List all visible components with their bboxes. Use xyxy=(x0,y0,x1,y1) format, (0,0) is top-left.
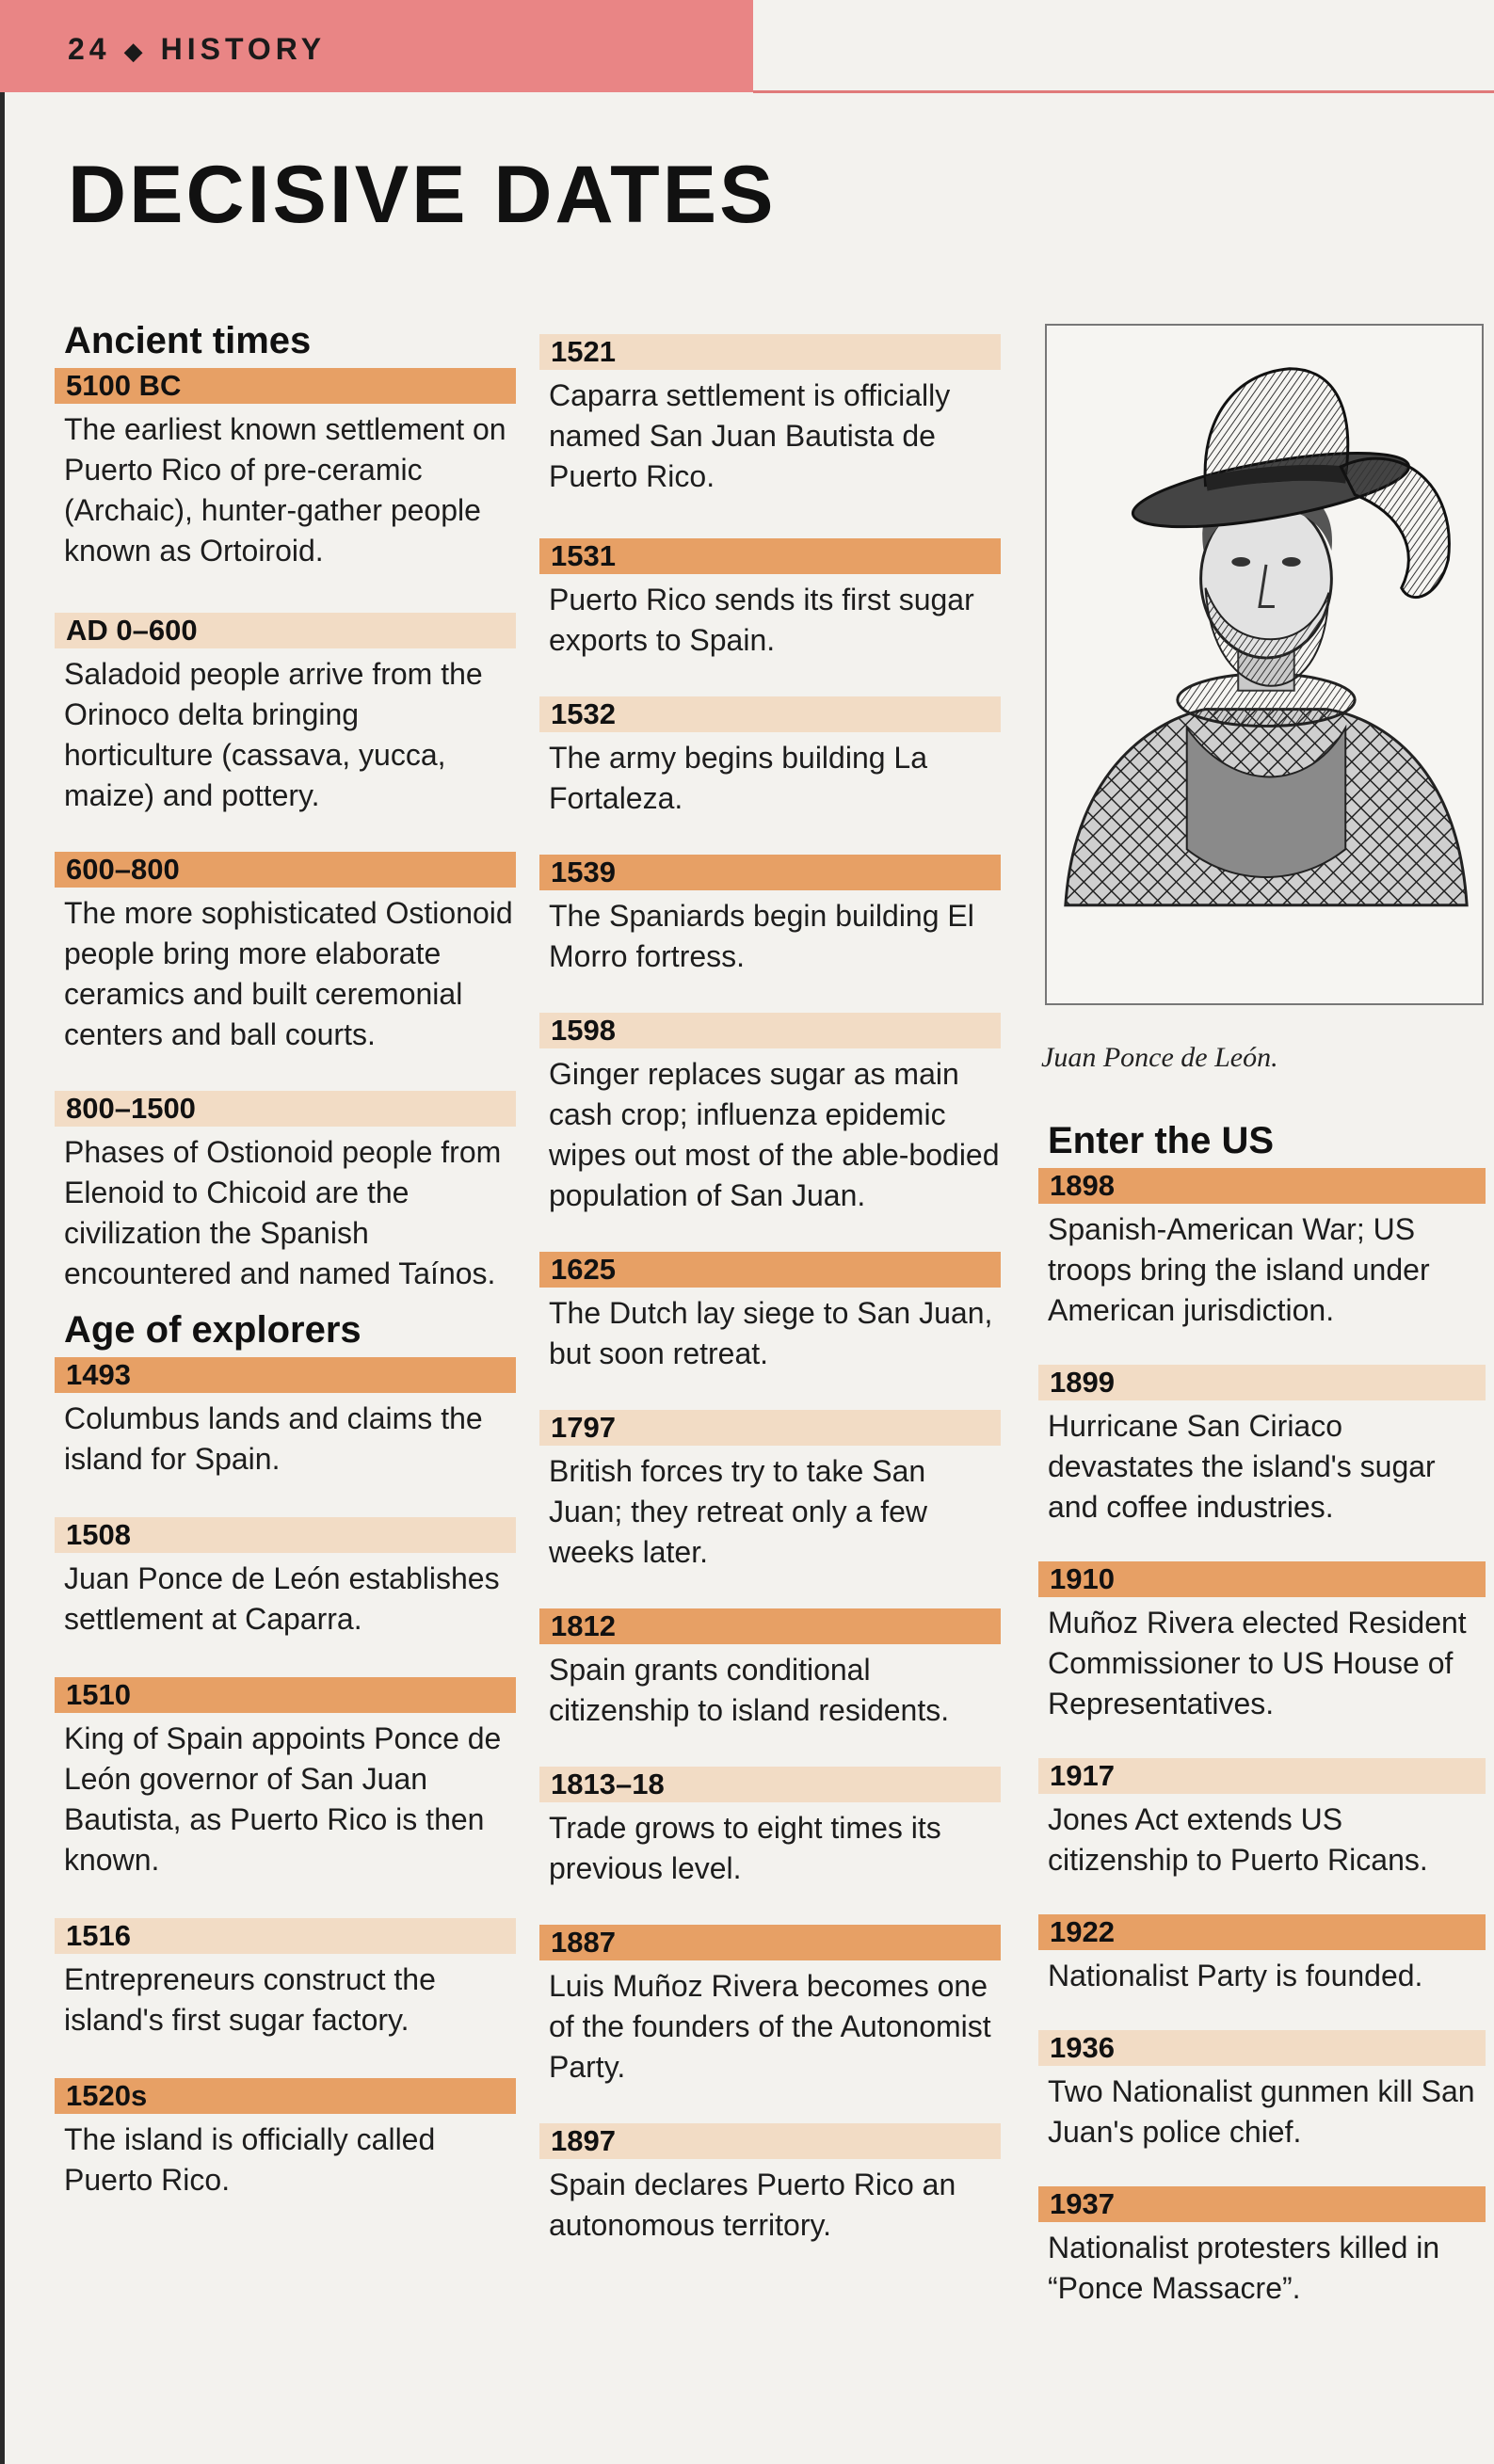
entry-text: Spanish-American War; US troops bring the island under American jurisdiction. xyxy=(1048,1212,1430,1327)
entry-text: Two Nationalist gunmen kill San Juan's police chief. xyxy=(1048,2074,1475,2149)
entry-text: Caparra settlement is officially named San Juan Bautista de Puerto Rico. xyxy=(549,378,951,493)
entry-text: Spain grants conditional citizenship to island residents. xyxy=(549,1653,950,1727)
date-label: 1516 xyxy=(55,1918,516,1954)
entry-text: Luis Muñoz Rivera becomes one of the founders of the Autonomist Party. xyxy=(549,1969,991,2084)
timeline-entry xyxy=(539,1410,1001,1573)
portrait-caption: Juan Ponce de León. xyxy=(1041,1042,1278,1073)
date-label: 1812 xyxy=(539,1608,1001,1644)
entry-text: Ginger replaces sugar as main cash crop; influenza epidemic wipes out most of the able-bodied population of San Juan. xyxy=(549,1057,1000,1212)
timeline-entry xyxy=(1038,1365,1486,1528)
date-label: 1539 xyxy=(539,855,1001,890)
date-label: 1898 xyxy=(1038,1168,1486,1204)
entry-text: Spain declares Puerto Rico an autonomous territory. xyxy=(549,2168,956,2242)
section-heading-explorers: Age of explorers xyxy=(64,1309,361,1351)
date-label: AD 0–600 xyxy=(55,613,516,648)
date-label: 1813–18 xyxy=(539,1767,1001,1802)
running-head xyxy=(68,32,326,67)
timeline-entry xyxy=(1038,1168,1486,1331)
timeline-entry xyxy=(539,855,1001,977)
date-label: 600–800 xyxy=(55,852,516,888)
timeline-entry xyxy=(1038,1758,1486,1880)
date-label: 1508 xyxy=(55,1517,516,1553)
page-title: DECISIVE DATES xyxy=(68,150,777,240)
page-edge xyxy=(0,0,5,2464)
entry-text: The earliest known settlement on Puerto Rico of pre-ceramic (Archaic), hunter-gather people known as Ortoiroid. xyxy=(64,412,506,568)
date-label: 1797 xyxy=(539,1410,1001,1446)
entry-text: Entrepreneurs construct the island's first sugar factory. xyxy=(64,1962,436,2037)
timeline-entry xyxy=(1038,1914,1486,1996)
date-label: 1922 xyxy=(1038,1914,1486,1950)
timeline-entry xyxy=(539,538,1001,661)
diamond-separator: ◆ xyxy=(123,37,148,65)
timeline-entry xyxy=(1038,2186,1486,2309)
date-label: 1510 xyxy=(55,1677,516,1713)
timeline-entry xyxy=(539,1925,1001,2088)
timeline-entry xyxy=(55,1918,516,2040)
timeline-entry xyxy=(1038,1561,1486,1724)
entry-text: The army begins building La Fortaleza. xyxy=(549,741,928,815)
section-heading-enter-us: Enter the US xyxy=(1048,1120,1275,1161)
entry-text: Hurricane San Ciriaco devastates the island's sugar and coffee industries. xyxy=(1048,1409,1436,1524)
entry-text: Muñoz Rivera elected Resident Commissioner to US House of Representatives. xyxy=(1048,1606,1467,1720)
entry-text: Phases of Ostionoid people from Elenoid to Chicoid are the civilization the Spanish encountered and named Taínos. xyxy=(64,1135,502,1290)
section-heading-ancient: Ancient times xyxy=(64,320,312,361)
entry-text: The Dutch lay siege to San Juan, but soon retreat. xyxy=(549,1296,993,1370)
date-label: 1917 xyxy=(1038,1758,1486,1794)
date-label: 1521 xyxy=(539,334,1001,370)
timeline-entry xyxy=(539,696,1001,819)
date-label: 1531 xyxy=(539,538,1001,574)
entry-text: King of Spain appoints Ponce de León governor of San Juan Bautista, as Puerto Rico is then known. xyxy=(64,1721,502,1877)
entry-text: Jones Act extends US citizenship to Puerto Ricans. xyxy=(1048,1802,1428,1877)
date-label: 1910 xyxy=(1038,1561,1486,1597)
date-label: 1936 xyxy=(1038,2030,1486,2066)
timeline-entry xyxy=(55,1677,516,1880)
entry-text: Columbus lands and claims the island for Spain. xyxy=(64,1401,483,1476)
page-number: 24 xyxy=(68,32,111,66)
timeline-entry xyxy=(539,1608,1001,1731)
entry-text: Juan Ponce de León establishes settlement at Caparra. xyxy=(64,1561,500,1636)
header-rule xyxy=(753,90,1494,93)
entry-text: The more sophisticated Ostionoid people bring more elaborate ceramics and built ceremonial centers and ball courts. xyxy=(64,896,513,1051)
entry-text: Nationalist Party is founded. xyxy=(1048,1959,1423,1992)
timeline-entry xyxy=(539,1767,1001,1889)
timeline-entry xyxy=(539,334,1001,497)
date-label: 5100 BC xyxy=(55,368,516,404)
timeline-entry xyxy=(55,1357,516,1480)
timeline-entry xyxy=(55,613,516,816)
section-name: HISTORY xyxy=(160,32,327,66)
column-3 xyxy=(1038,1120,1486,2350)
date-label: 1532 xyxy=(539,696,1001,732)
date-label: 1937 xyxy=(1038,2186,1486,2222)
entry-text: Trade grows to eight times its previous level. xyxy=(549,1811,941,1885)
timeline-entry xyxy=(55,1517,516,1640)
entry-text: The Spaniards begin building El Morro fortress. xyxy=(549,899,974,973)
portrait-image xyxy=(1045,324,1484,1005)
entry-text: British forces try to take San Juan; they retreat only a few weeks later. xyxy=(549,1454,927,1569)
entry-text: The island is officially called Puerto Rico. xyxy=(64,2122,436,2197)
timeline-entry xyxy=(55,368,516,571)
portrait-engraving xyxy=(1047,326,1482,1003)
timeline-entry xyxy=(539,1013,1001,1216)
column-1 xyxy=(55,311,516,2242)
date-label: 1899 xyxy=(1038,1365,1486,1400)
timeline-entry xyxy=(539,2123,1001,2246)
entry-text: Saladoid people arrive from the Orinoco delta bringing horticulture (cassava, yucca, maize) and pottery. xyxy=(64,657,483,812)
entry-text: Puerto Rico sends its first sugar exports to Spain. xyxy=(549,583,974,657)
date-label: 1493 xyxy=(55,1357,516,1393)
date-label: 800–1500 xyxy=(55,1091,516,1127)
date-label: 1625 xyxy=(539,1252,1001,1288)
timeline-entry xyxy=(55,1091,516,1294)
date-label: 1897 xyxy=(539,2123,1001,2159)
date-label: 1598 xyxy=(539,1013,1001,1048)
entry-text: Nationalist protesters killed in “Ponce Massacre”. xyxy=(1048,2231,1440,2305)
timeline-entry xyxy=(539,1252,1001,1374)
column-2 xyxy=(539,334,1001,2287)
timeline-entry xyxy=(55,2078,516,2200)
date-label: 1520s xyxy=(55,2078,516,2114)
date-label: 1887 xyxy=(539,1925,1001,1960)
timeline-entry xyxy=(55,852,516,1055)
timeline-entry xyxy=(1038,2030,1486,2152)
